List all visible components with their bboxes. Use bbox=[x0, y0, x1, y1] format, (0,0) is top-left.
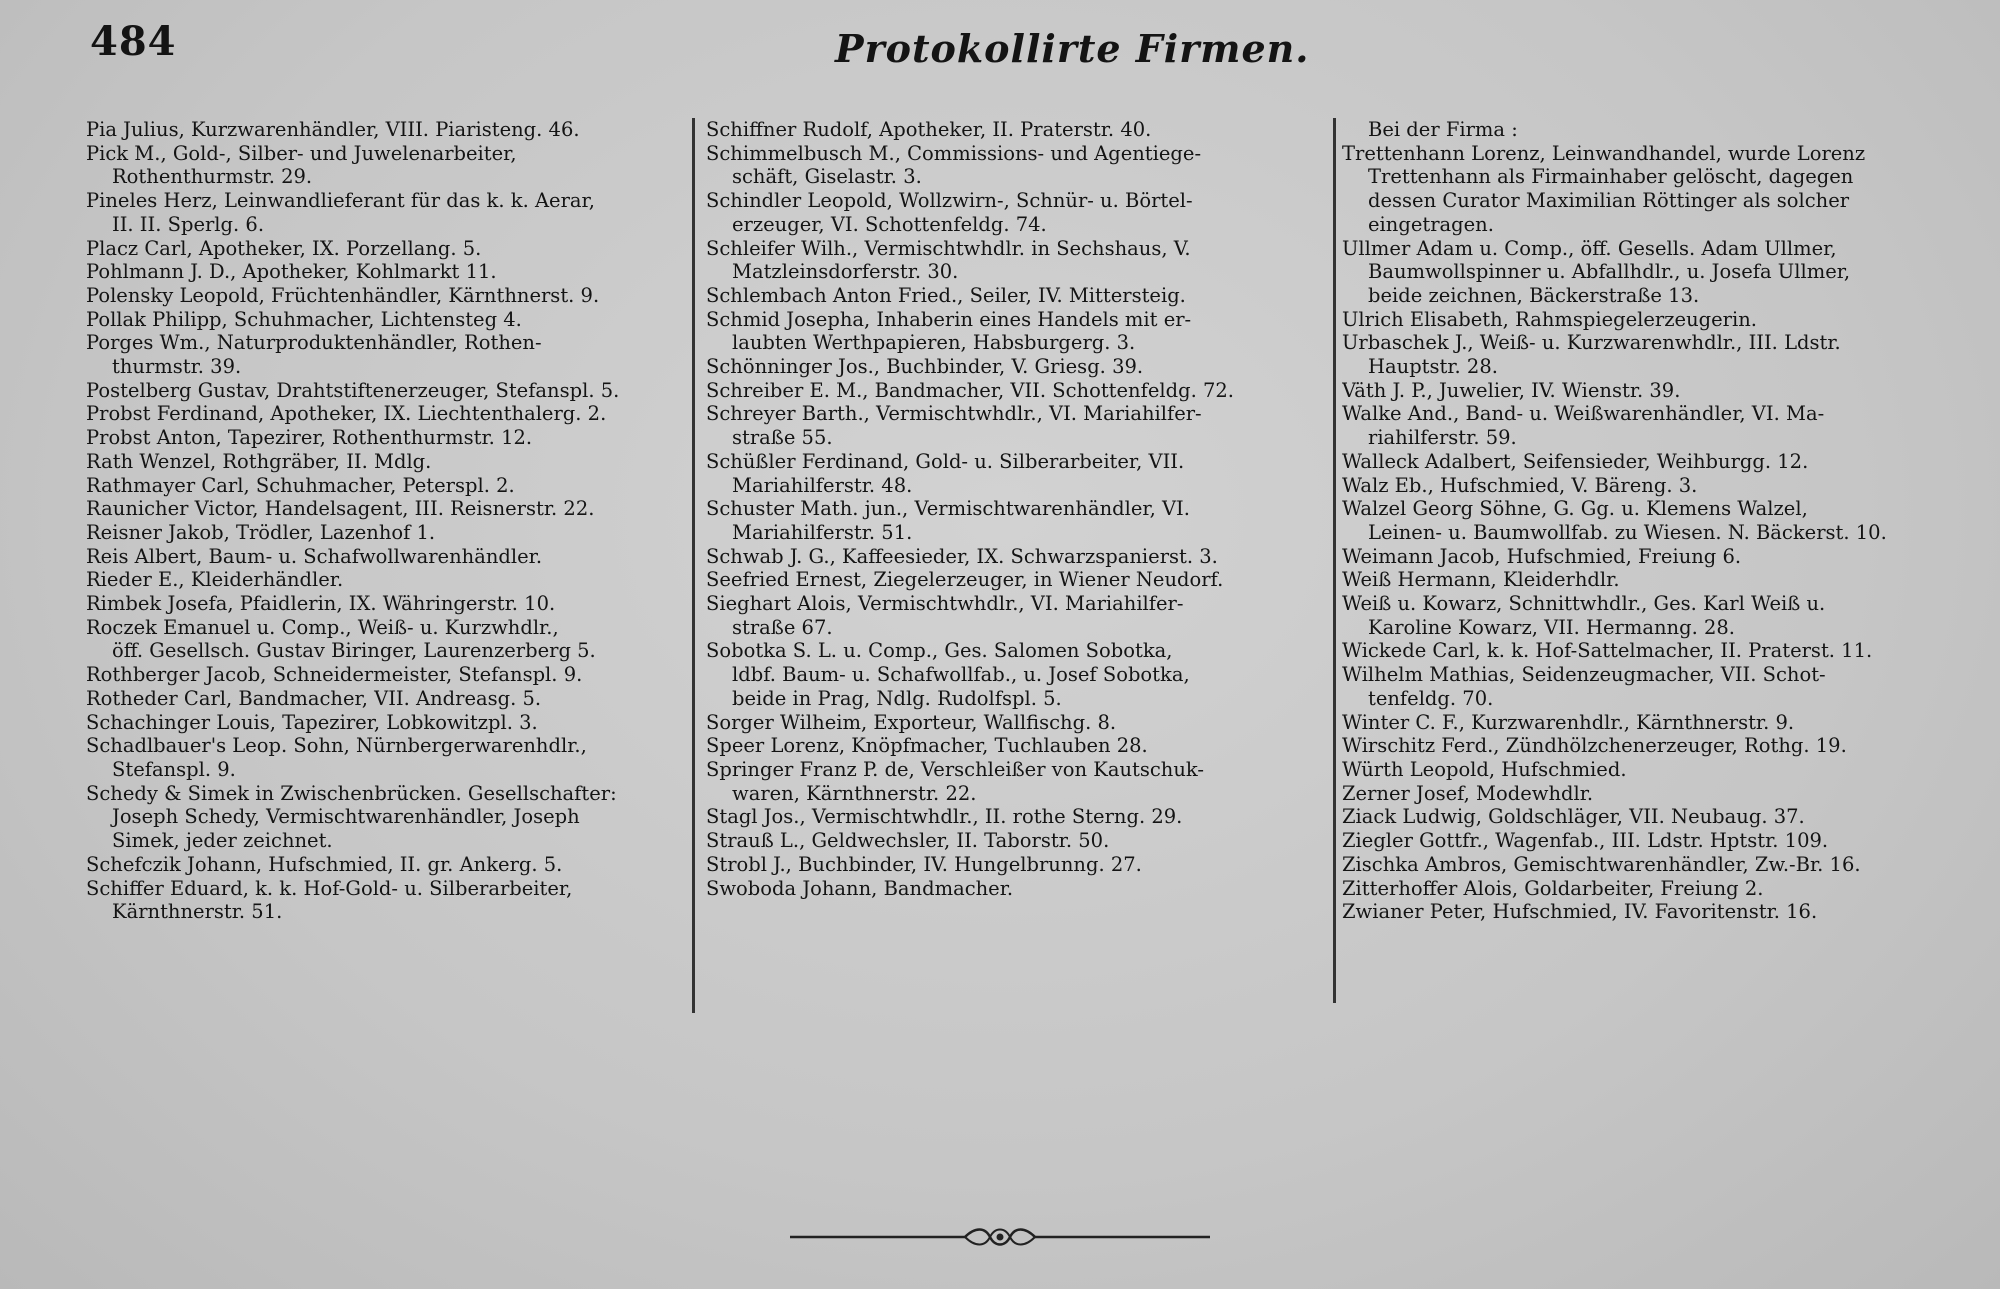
entry-continuation-line: Rothenthurmstr. 29. bbox=[112, 165, 313, 189]
firm-entry bbox=[706, 877, 1324, 901]
entry-continuation-line: II. II. Sperlg. 6. bbox=[112, 212, 265, 236]
firm-entry bbox=[1342, 237, 1960, 308]
firm-entry bbox=[86, 426, 684, 450]
entry-line: Reis Albert, Baum- u. Schafwollwarenhändler. bbox=[86, 544, 543, 568]
firm-entry bbox=[706, 545, 1324, 569]
column-2 bbox=[706, 118, 1324, 900]
entry-line: Rath Wenzel, Rothgräber, II. Mdlg. bbox=[86, 449, 432, 473]
entry-continuation-line: Baumwollspinner u. Abfallhdlr., u. Josefa Ullmer, bbox=[1368, 260, 1851, 284]
entry-continuation-line: schäft, Giselastr. 3. bbox=[732, 165, 922, 189]
entry-line: Sorger Wilheim, Exporteur, Wallfischg. 8. bbox=[706, 710, 1117, 734]
firm-entry bbox=[706, 853, 1324, 877]
firm-entry bbox=[706, 355, 1324, 379]
firm-entry bbox=[86, 687, 684, 711]
entry-line: Schlembach Anton Fried., Seiler, IV. Mittersteig. bbox=[706, 283, 1186, 307]
entry-line: Walzel Georg Söhne, G. Gg. u. Klemens Walzel, bbox=[1342, 497, 1808, 521]
entry-line: Schreyer Barth., Vermischtwhdlr., VI. Mariahilfer- bbox=[706, 402, 1202, 426]
firm-entry bbox=[86, 592, 684, 616]
entry-line: Zischka Ambros, Gemischtwarenhändler, Zw.-Br. 16. bbox=[1342, 852, 1861, 876]
entry-line: Weiß Hermann, Kleiderhdlr. bbox=[1342, 568, 1620, 592]
entry-line: Schwab J. G., Kaffeesieder, IX. Schwarzspanierst. 3. bbox=[706, 544, 1218, 568]
firm-entry bbox=[86, 521, 684, 545]
entry-line: Schimmelbusch M., Commissions- und Agentiege- bbox=[706, 141, 1202, 165]
firm-entry bbox=[706, 758, 1324, 805]
entry-line: Sieghart Alois, Vermischtwhdlr., VI. Mariahilfer- bbox=[706, 592, 1184, 616]
firm-entry bbox=[706, 497, 1324, 544]
firm-entry bbox=[1342, 782, 1960, 806]
entry-line: Wilhelm Mathias, Seidenzeugmacher, VII. Schot- bbox=[1342, 663, 1826, 687]
entry-continuation-line: dessen Curator Maximilian Röttinger als solcher bbox=[1368, 189, 1850, 213]
firm-entry bbox=[706, 379, 1324, 403]
entry-line: Rieder E., Kleiderhändler. bbox=[86, 568, 344, 592]
page-number: 484 bbox=[90, 18, 177, 65]
entry-continuation-line: ldbf. Baum- u. Schafwollfab., u. Josef Sobotka, bbox=[732, 663, 1190, 687]
firm-entry bbox=[86, 118, 684, 142]
entry-line: Schedy & Simek in Zwischenbrücken. Gesellschafter: bbox=[86, 781, 617, 805]
entry-line: Rathmayer Carl, Schuhmacher, Peterspl. 2. bbox=[86, 473, 515, 497]
entry-line: Pohlmann J. D., Apotheker, Kohlmarkt 11. bbox=[86, 260, 497, 284]
entry-line: Zerner Josef, Modewhdlr. bbox=[1342, 781, 1594, 805]
firm-entry bbox=[1342, 474, 1960, 498]
entry-line: Schmid Josepha, Inhaberin eines Handels mit er- bbox=[706, 307, 1192, 331]
firm-entry bbox=[1342, 663, 1960, 710]
entry-line: Springer Franz P. de, Verschleißer von Kautschuk- bbox=[706, 757, 1204, 781]
firm-entry bbox=[86, 142, 684, 189]
entry-continuation-line: Trettenhann als Firmainhaber gelöscht, dagegen bbox=[1368, 165, 1854, 189]
entry-continuation-line: laubten Werthpapieren, Habsburgerg. 3. bbox=[732, 331, 1136, 355]
column-1 bbox=[86, 118, 684, 924]
entry-line: Ullmer Adam u. Comp., öff. Gesells. Adam Ullmer, bbox=[1342, 236, 1837, 260]
entry-line: Porges Wm., Naturproduktenhändler, Rothen- bbox=[86, 331, 542, 355]
entry-line: Schachinger Louis, Tapezirer, Lobkowitzpl. 3. bbox=[86, 710, 538, 734]
firm-entry bbox=[706, 639, 1324, 710]
entry-line: Schönninger Jos., Buchbinder, V. Griesg. 39. bbox=[706, 355, 1144, 379]
firm-entry bbox=[1342, 497, 1960, 544]
firm-entry bbox=[86, 545, 684, 569]
entry-line: Zwianer Peter, Hufschmied, IV. Favoritenstr. 16. bbox=[1342, 900, 1818, 924]
entry-continuation-line: Mariahilferstr. 48. bbox=[732, 473, 913, 497]
firm-entry bbox=[706, 189, 1324, 236]
entry-line: Urbaschek J., Weiß- u. Kurzwarenwhdlr., III. Ldstr. bbox=[1342, 331, 1841, 355]
entry-line: Ziegler Gottfr., Wagenfab., III. Ldstr. Hptstr. 109. bbox=[1342, 829, 1829, 853]
entry-line: Strauß L., Geldwechsler, II. Taborstr. 50. bbox=[706, 829, 1110, 853]
firm-entry bbox=[706, 711, 1324, 735]
entry-continuation-line: Matzleinsdorferstr. 30. bbox=[732, 260, 959, 284]
column-divider bbox=[692, 118, 695, 1013]
firm-entry bbox=[706, 450, 1324, 497]
entry-line: Probst Ferdinand, Apotheker, IX. Liechtenthalerg. 2. bbox=[86, 402, 607, 426]
entry-line: Trettenhann Lorenz, Leinwandhandel, wurde Lorenz bbox=[1342, 141, 1866, 165]
firm-entry bbox=[1342, 900, 1960, 924]
firm-entry bbox=[86, 402, 684, 426]
entry-line: Schefczik Johann, Hufschmied, II. gr. Ankerg. 5. bbox=[86, 852, 563, 876]
entry-line: Bei der Firma : bbox=[1368, 118, 1518, 141]
firm-entry bbox=[1342, 829, 1960, 853]
firm-entry bbox=[86, 450, 684, 474]
entry-line: Sobotka S. L. u. Comp., Ges. Salomen Sobotka, bbox=[706, 639, 1173, 663]
entry-continuation-line: thurmstr. 39. bbox=[112, 355, 242, 379]
entry-line: Schindler Leopold, Wollzwirn-, Schnür- u. Börtel- bbox=[706, 189, 1193, 213]
entry-line: Zitterhoffer Alois, Goldarbeiter, Freiung 2. bbox=[1342, 876, 1764, 900]
entry-continuation-line: Simek, jeder zeichnet. bbox=[112, 829, 333, 853]
firm-entry bbox=[1342, 805, 1960, 829]
firm-entry bbox=[86, 284, 684, 308]
entry-line: Wirschitz Ferd., Zündhölzchenerzeuger, Rothg. 19. bbox=[1342, 734, 1847, 758]
firm-entry bbox=[706, 118, 1324, 142]
entry-line: Rothberger Jacob, Schneidermeister, Stefanspl. 9. bbox=[86, 663, 583, 687]
entry-line: Rimbek Josefa, Pfaidlerin, IX. Währingerstr. 10. bbox=[86, 592, 556, 616]
firm-entry bbox=[706, 284, 1324, 308]
entry-continuation-line: Mariahilferstr. 51. bbox=[732, 520, 913, 544]
entry-line: Seefried Ernest, Ziegelerzeuger, in Wiener Neudorf. bbox=[706, 568, 1224, 592]
firm-entry bbox=[86, 260, 684, 284]
entry-continuation-line: beide in Prag, Ndlg. Rudolfspl. 5. bbox=[732, 686, 1062, 710]
entry-line: Schadlbauer's Leop. Sohn, Nürnbergerwarenhdlr., bbox=[86, 734, 587, 758]
entry-line: Probst Anton, Tapezirer, Rothenthurmstr. 12. bbox=[86, 426, 533, 450]
entry-line: Ziack Ludwig, Goldschläger, VII. Neubaug. 37. bbox=[1342, 805, 1805, 829]
firm-entry bbox=[1342, 734, 1960, 758]
firm-entry bbox=[706, 142, 1324, 189]
entry-line: Placz Carl, Apotheker, IX. Porzellang. 5. bbox=[86, 236, 482, 260]
firm-entry bbox=[706, 805, 1324, 829]
entry-line: Pick M., Gold-, Silber- und Juwelenarbeiter, bbox=[86, 141, 517, 165]
firm-entry bbox=[706, 592, 1324, 639]
firm-entry bbox=[1342, 568, 1960, 592]
firm-entry bbox=[86, 308, 684, 332]
firm-entry bbox=[86, 474, 684, 498]
entry-continuation-line: öff. Gesellsch. Gustav Biringer, Laurenzerberg 5. bbox=[112, 639, 596, 663]
entry-continuation-line: eingetragen. bbox=[1368, 212, 1494, 236]
entry-line: Ulrich Elisabeth, Rahmspiegelerzeugerin. bbox=[1342, 307, 1757, 331]
entry-line: Polensky Leopold, Früchtenhändler, Kärnthnerst. 9. bbox=[86, 283, 600, 307]
firm-entry bbox=[86, 663, 684, 687]
firm-entry bbox=[86, 782, 684, 853]
entry-continuation-line: straße 67. bbox=[732, 615, 833, 639]
entry-line: Würth Leopold, Hufschmied. bbox=[1342, 757, 1627, 781]
entry-line: Postelberg Gustav, Drahtstiftenerzeuger, Stefanspl. 5. bbox=[86, 378, 620, 402]
entry-line: Pollak Philipp, Schuhmacher, Lichtensteg 4. bbox=[86, 307, 522, 331]
entry-continuation-line: tenfeldg. 70. bbox=[1368, 686, 1494, 710]
firm-entry bbox=[1342, 639, 1960, 663]
firm-entry bbox=[1342, 450, 1960, 474]
entry-continuation-line: Kärnthnerstr. 51. bbox=[112, 900, 283, 924]
entry-line: Stagl Jos., Vermischtwhdlr., II. rothe Sterng. 29. bbox=[706, 805, 1183, 829]
entry-line: Speer Lorenz, Knöpfmacher, Tuchlauben 28. bbox=[706, 734, 1148, 758]
firm-entry bbox=[706, 402, 1324, 449]
firm-entry bbox=[1342, 545, 1960, 569]
entry-continuation-line: riahilferstr. 59. bbox=[1368, 426, 1517, 450]
entry-line: Strobl J., Buchbinder, IV. Hungelbrunng. 27. bbox=[706, 852, 1142, 876]
firm-entry bbox=[86, 616, 684, 663]
entry-line: Schuster Math. jun., Vermischtwarenhändler, VI. bbox=[706, 497, 1190, 521]
entry-line: Swoboda Johann, Bandmacher. bbox=[706, 876, 1014, 900]
firm-entry bbox=[706, 308, 1324, 355]
firm-entry bbox=[706, 568, 1324, 592]
firm-entry bbox=[86, 331, 684, 378]
firm-entry bbox=[86, 189, 684, 236]
entry-line: Pia Julius, Kurzwarenhändler, VIII. Piaristeng. 46. bbox=[86, 118, 580, 141]
firm-entry bbox=[706, 829, 1324, 853]
firm-entry bbox=[1342, 379, 1960, 403]
firm-entry bbox=[1342, 331, 1960, 378]
firm-entry bbox=[1342, 758, 1960, 782]
firm-entry bbox=[1342, 711, 1960, 735]
entry-line: Weimann Jacob, Hufschmied, Freiung 6. bbox=[1342, 544, 1742, 568]
entry-line: Walke And., Band- u. Weißwarenhändler, VI. Ma- bbox=[1342, 402, 1825, 426]
entry-continuation-line: Leinen- u. Baumwollfab. zu Wiesen. N. Bäckerst. 10. bbox=[1368, 520, 1887, 544]
firm-entry bbox=[86, 497, 684, 521]
entry-line: Walz Eb., Hufschmied, V. Bäreng. 3. bbox=[1342, 473, 1698, 497]
entry-line: Reisner Jakob, Trödler, Lazenhof 1. bbox=[86, 520, 436, 544]
entry-line: Schreiber E. M., Bandmacher, VII. Schottenfeldg. 72. bbox=[706, 378, 1234, 402]
ornament-divider bbox=[790, 1222, 1210, 1252]
column-divider bbox=[1333, 118, 1336, 1003]
firm-entry bbox=[86, 379, 684, 403]
entry-line: Schleifer Wilh., Vermischtwhdlr. in Sechshaus, V. bbox=[706, 236, 1191, 260]
firm-entry bbox=[1342, 877, 1960, 901]
entry-line: Winter C. F., Kurzwarenhdlr., Kärnthnerstr. 9. bbox=[1342, 710, 1795, 734]
firm-entry bbox=[1342, 142, 1960, 237]
firm-entry bbox=[86, 853, 684, 877]
entry-line: Wickede Carl, k. k. Hof-Sattelmacher, II. Praterst. 11. bbox=[1342, 639, 1873, 663]
entry-line: Schiffner Rudolf, Apotheker, II. Praterstr. 40. bbox=[706, 118, 1152, 141]
firm-entry bbox=[86, 877, 684, 924]
firm-entry bbox=[86, 568, 684, 592]
entry-line: Pineles Herz, Leinwandlieferant für das k. k. Aerar, bbox=[86, 189, 595, 213]
firm-entry bbox=[1342, 592, 1960, 639]
firm-entry bbox=[86, 711, 684, 735]
firm-entry bbox=[1342, 308, 1960, 332]
entry-line: Rotheder Carl, Bandmacher, VII. Andreasg. 5. bbox=[86, 686, 542, 710]
firm-entry bbox=[1342, 402, 1960, 449]
entry-continuation-line: waren, Kärnthnerstr. 22. bbox=[732, 781, 977, 805]
entry-line: Raunicher Victor, Handelsagent, III. Reisnerstr. 22. bbox=[86, 497, 595, 521]
section-note bbox=[1342, 118, 1960, 142]
firm-entry bbox=[86, 734, 684, 781]
firm-entry bbox=[706, 237, 1324, 284]
firm-entry bbox=[1342, 853, 1960, 877]
entry-continuation-line: straße 55. bbox=[732, 426, 833, 450]
entry-line: Walleck Adalbert, Seifensieder, Weihburgg. 12. bbox=[1342, 449, 1809, 473]
entry-continuation-line: Hauptstr. 28. bbox=[1368, 355, 1498, 379]
entry-line: Weiß u. Kowarz, Schnittwhdlr., Ges. Karl Weiß u. bbox=[1342, 592, 1826, 616]
firm-entry bbox=[86, 237, 684, 261]
page-title: Protokollirte Firmen. bbox=[835, 26, 1310, 71]
entry-line: Väth J. P., Juwelier, IV. Wienstr. 39. bbox=[1342, 378, 1681, 402]
entry-line: Schiffer Eduard, k. k. Hof-Gold- u. Silberarbeiter, bbox=[86, 876, 573, 900]
firm-entry bbox=[706, 734, 1324, 758]
column-3 bbox=[1342, 118, 1960, 924]
entry-continuation-line: beide zeichnen, Bäckerstraße 13. bbox=[1368, 283, 1700, 307]
entry-continuation-line: erzeuger, VI. Schottenfeldg. 74. bbox=[732, 212, 1047, 236]
entry-continuation-line: Karoline Kowarz, VII. Hermanng. 28. bbox=[1368, 615, 1735, 639]
entry-line: Schüßler Ferdinand, Gold- u. Silberarbeiter, VII. bbox=[706, 449, 1185, 473]
entry-line: Roczek Emanuel u. Comp., Weiß- u. Kurzwhdlr., bbox=[86, 615, 559, 639]
entry-continuation-line: Joseph Schedy, Vermischtwarenhändler, Joseph bbox=[112, 805, 580, 829]
entry-continuation-line: Stefanspl. 9. bbox=[112, 757, 236, 781]
